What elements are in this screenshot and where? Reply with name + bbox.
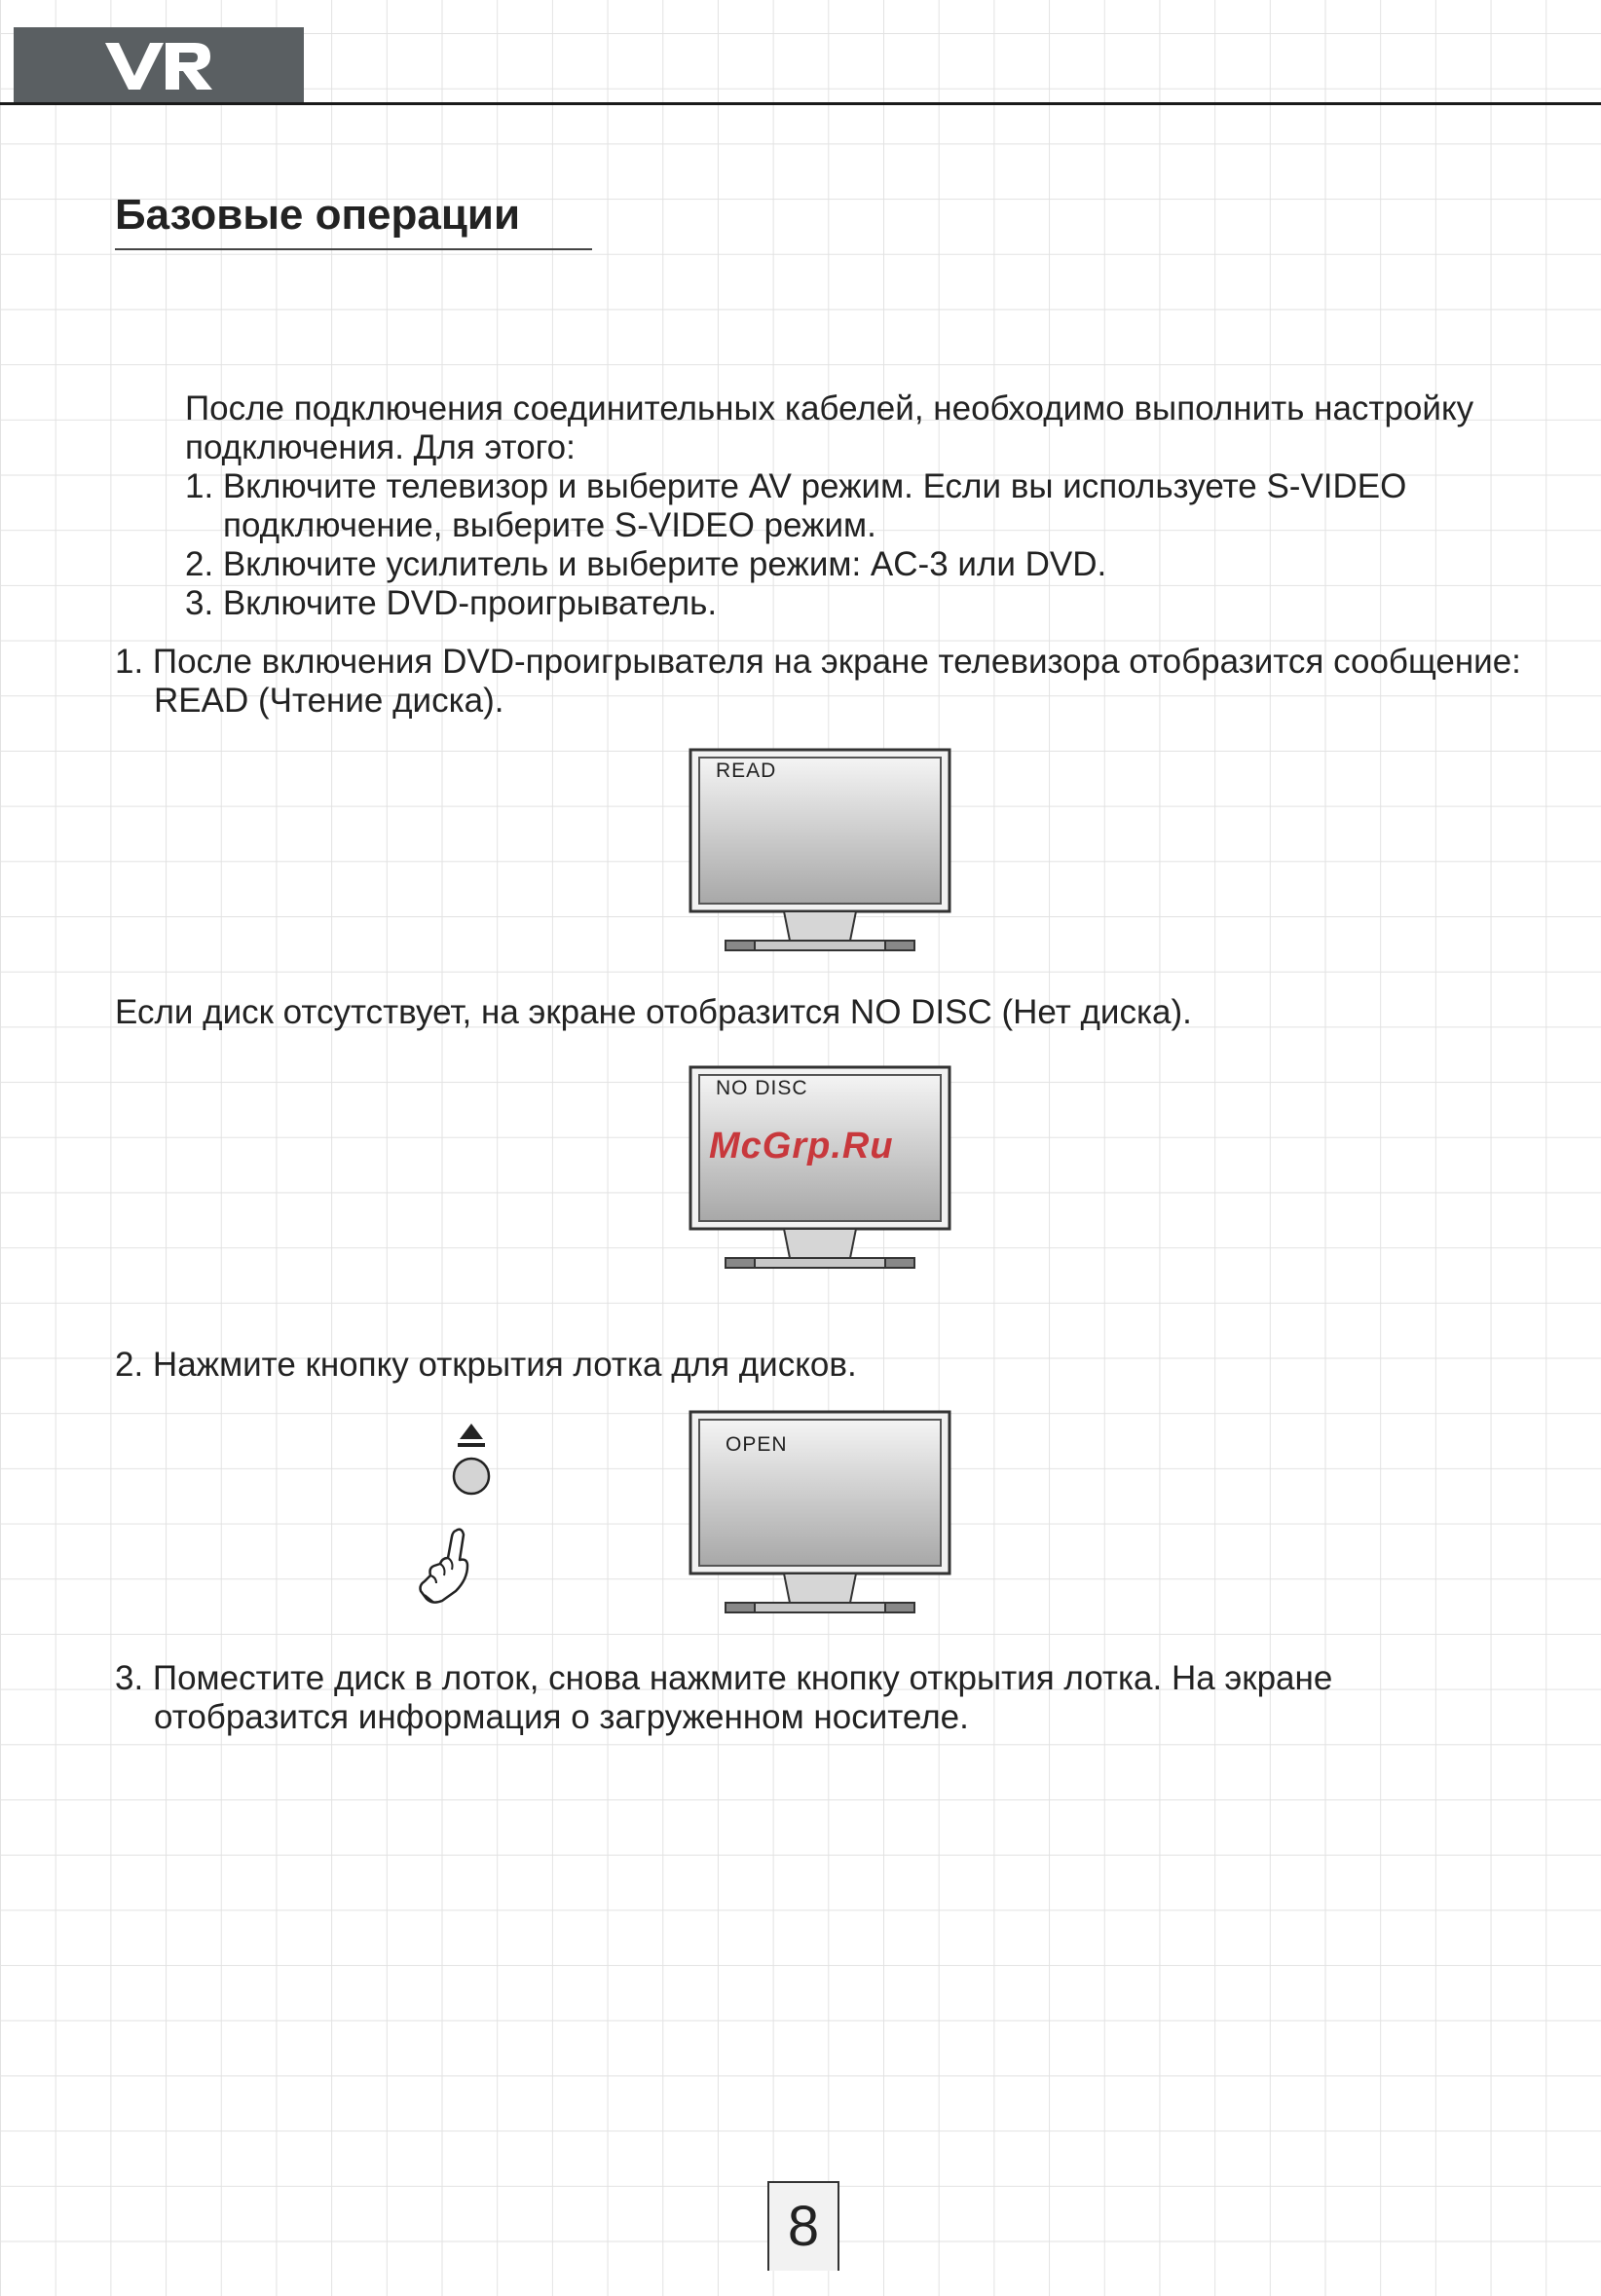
header-rule [0,102,1601,105]
page-title: Базовые операции [115,191,521,239]
vr-logo [101,35,214,95]
section-2-text: 2. Нажмите кнопку открытия лотка для дисков. [115,1346,857,1384]
section-3-text-continued: отобразится информация о загруженном носителе. [154,1698,969,1736]
intro-step-2: 2. Включите усилитель и выберите режим: AC-3 или DVD. [185,545,1107,583]
eject-icon [450,1420,493,1498]
watermark: McGrp.Ru [709,1126,894,1167]
pointing-hand-icon [413,1525,483,1609]
no-disc-text: Если диск отсутствует, на экране отобразится NO DISC (Нет диска). [115,993,1192,1031]
intro-line: После подключения соединительных кабелей, необходимо выполнить настройку [185,389,1474,427]
intro-step-3: 3. Включите DVD-проигрыватель. [185,584,718,622]
screen-label-open: OPEN [726,1433,788,1456]
tv-monitor-open [689,1410,951,1629]
title-underline [115,248,592,250]
tv-monitor-no-disc [689,1065,951,1284]
section-3-text: 3. Поместите диск в лоток, снова нажмите кнопку открытия лотка. На экране [115,1659,1333,1697]
screen-label-no-disc: NO DISC [716,1077,808,1099]
intro-line: подключения. Для этого: [185,428,576,466]
tv-monitor-read [689,748,951,967]
intro-step-1-continued: подключение, выберите S-VIDEO режим. [223,506,876,544]
page-number: 8 [767,2181,839,2271]
section-1-text: 1. После включения DVD-проигрывателя на экране телевизора отобразится сообщение: [115,643,1521,681]
intro-step-1: 1. Включите телевизор и выберите AV режим. Если вы используете S-VIDEO [185,467,1407,505]
section-1-text-continued: READ (Чтение диска). [154,682,504,720]
screen-label-read: READ [716,759,777,782]
